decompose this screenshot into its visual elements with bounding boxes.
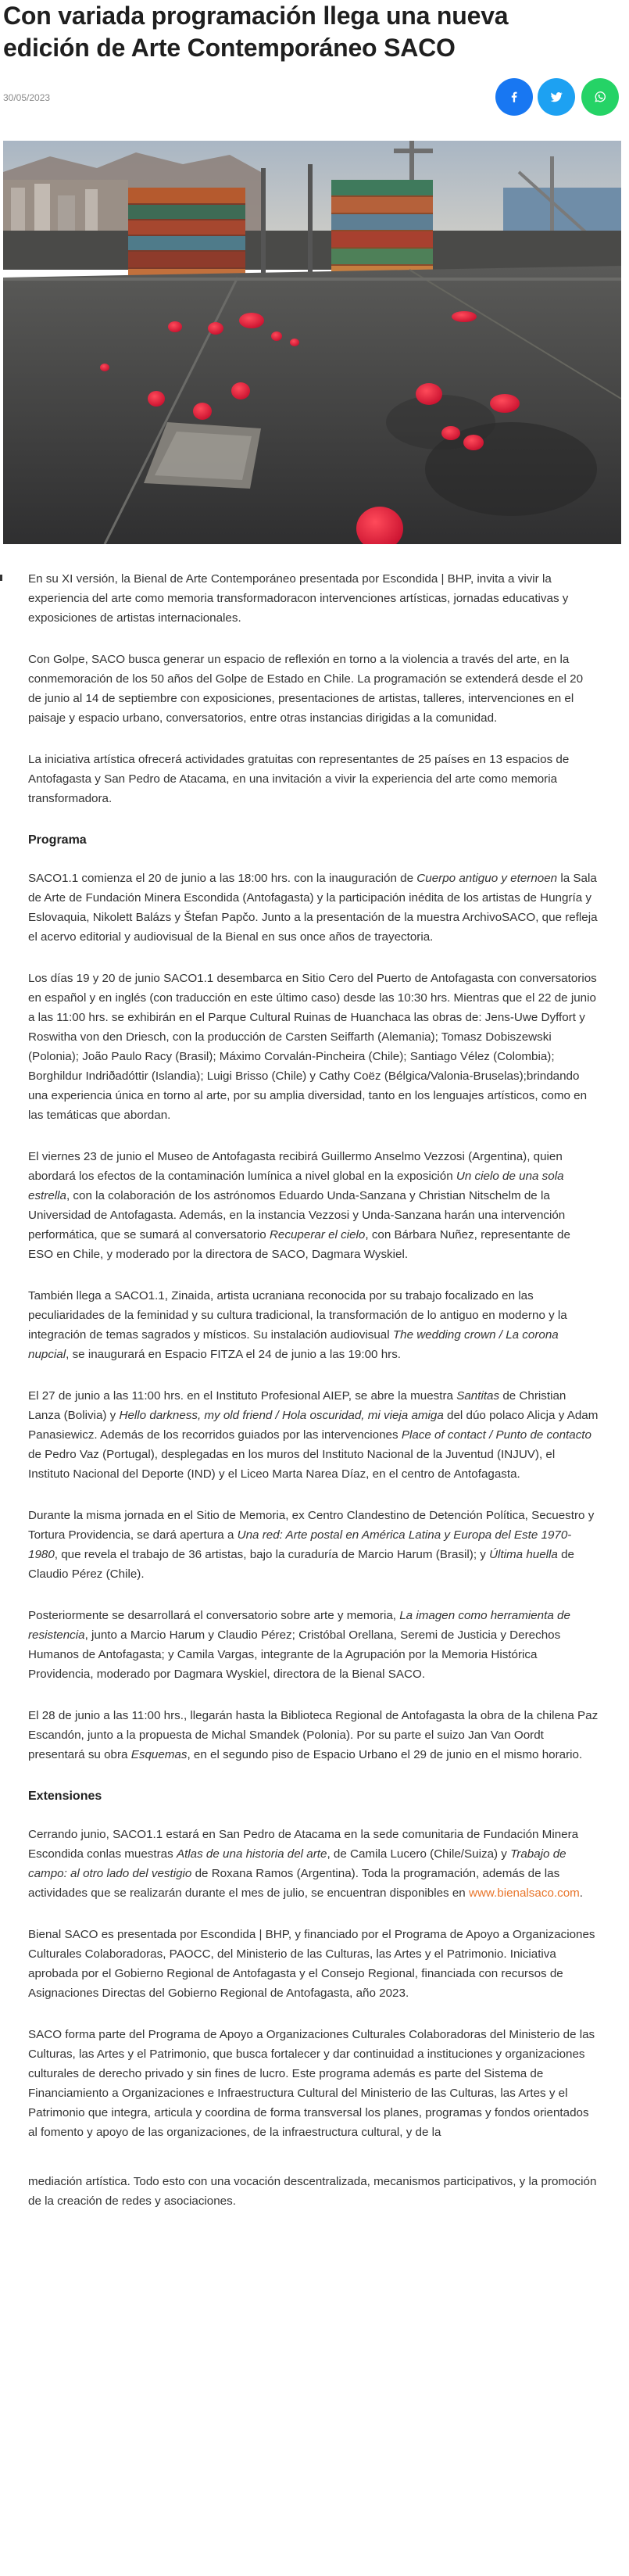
paragraph-7 [28,1286,599,1364]
p9-text-b: , que revela el trabajo de 36 artistas, bajo la curaduría de Marcio Harum (Brasil); y [54,1548,490,1561]
paragraph-8 [28,1386,599,1484]
p8-text-c: del dúo polaco Alicja y Adam Panasiewicz. Además de los recorridos guiados por las intervenciones [28,1409,599,1442]
p10-text-b: , junto a Marcio Harum y Claudio Pérez; Cristóbal Orellana, Seremi de Justicia y Derechos Humanos de Antofagasta; y Camila Vargas, integrante de la Agrupación por la Memoria Histórica Providencia, moderado por Dagmara Wyskiel, directora de la Bienal SACO. [28,1628,561,1681]
p7-text-a: También llega a SACO1.1, Zinaida, artista ucraniana reconocida por su trabajo focalizado en las peculiaridades de la feminidad y su cultura tradicional, la transformación de lo antiguo en moderno y la integración de temas sagrados y místicos. Su instalación audiovisual [28,1289,567,1342]
article-title: Con variada programación llega una nueva edición de Arte Contemporáneo SACO [3,2,509,62]
paragraph-10 [28,1606,599,1684]
p8-text-b: de Christian Lanza (Bolivia) y [28,1389,566,1422]
p4-text-a: SACO1.1 comienza el 20 de junio a las 18:00 hrs. con la inauguración de [28,872,417,885]
p7-work-title: The wedding crown / La corona nupcial [28,1328,559,1361]
p6-text-b: , con la colaboración de los astrónomos Eduardo Unda-Sanzana y Christian Nitschelm de la Universidad de Antofagasta. Además, en la instancia Vezzosi y Unda-Sanzana harán una intervención performática, que se sumará al conversatorio [28,1189,566,1241]
p4-work-title: Cuerpo antiguo y eternoen [416,872,558,885]
p11-text-a: El 28 de junio a las 11:00 hrs., llegarán hasta la Biblioteca Regional de Antofagasta la obra de la chilena Paz Escandón, junto a la propuesta de Michal Smandek (Polonia). Por su parte el suizo Jan Van Oordt presentará su obra [28,1709,599,1761]
port-installation-photo [3,141,621,544]
paragraph-6 [28,1147,599,1264]
facebook-icon [507,90,521,104]
paragraph-11 [28,1706,599,1765]
p9-text-a: Durante la misma jornada en el Sitio de Memoria, ex Centro Clandestino de Detención Política, Secuestro y Tortura Providencia, se dará apertura a [28,1509,595,1542]
paragraph-2: Con Golpe, SACO busca generar un espacio de reflexión en torno a la violencia a través del arte, en la conmemoración de los 50 años del Golpe de Estado en Chile. La programación se extenderá desde el 20 de junio al 14 de septiembre con exposiciones, presentaciones de artistas, talleres, intervenciones en el paisaje y espacio urbano, conversatorios, entre otras instancias dirigidas a la comunidad. [28,653,584,725]
paragraph-4 [28,869,599,947]
p6-work-title-2: Recuperar el cielo [269,1228,366,1241]
p6-text-a: El viernes 23 de junio el Museo de Antofagasta recibirá Guillermo Anselmo Vezzosi (Argentina), quien abordará los efectos de la contaminación lumínica a nivel global en la exposición [28,1150,563,1183]
paragraph-9 [28,1506,599,1584]
heading-extensiones: Extensiones [28,1790,102,1803]
p9-work-title-2: Última huella [489,1548,558,1561]
bienalsaco-link[interactable]: www.bienalsaco.com [468,1886,580,1900]
p6-text-c: , con Bárbara Nuñez, representante de ESO en Chile, y moderado por la directora de SACO, Dagmara Wyskiel. [28,1228,570,1261]
paragraph-15: mediación artística. Todo esto con una vocación descentralizada, mecanismos participativos, y la promoción de la creación de redes y asociaciones. [28,2175,597,2208]
paragraph-3: La iniciativa artística ofrecerá actividades gratuitas con representantes de 25 países en 13 espacios de Antofagasta y San Pedro de Atacama, en una invitación a vivir la experiencia del arte como memoria transformadora. [28,753,570,805]
p8-text-d: de Pedro Vaz (Portugal), desplegadas en los muros del Instituto Nacional de la Juventud (INJUV), el Instituto Nacional del Deporte (IND) y el Liceo Marta Narea Díaz, en el centro de Antofagasta. [28,1448,556,1481]
p6-work-title-1: Un cielo de una sola estrella [28,1170,564,1202]
paragraph-14: SACO forma parte del Programa de Apoyo a Organizaciones Culturales Colaboradoras del Ministerio de las Culturas, las Artes y el Patrimonio, que busca fortalecer y dar continuidad a instituciones y organizaciones culturales de derecho privado y sin fines de lucro. Este programa además es parte del Sistema de Financiamiento a Organizaciones e Infraestructura Cultural del Ministerio de las Culturas, las Artes y el Patrimonio que integra, articula y coordina de forma transversal los planes, programas y fondos orientados al fomento y apoyo de las organizaciones, de la infraestructura cultural, y de la [28,2028,595,2139]
share-whatsapp-button[interactable] [581,78,619,116]
paragraph-1: En su XI versión, la Bienal de Arte Contemporáneo presentada por Escondida | BHP, invita a vivir la experiencia del arte como memoria transformadoracon intervenciones artísticas, jornadas educativas y exposiciones de artistas internacionales. [28,572,569,625]
p11-text-b: , en el segundo piso de Espacio Urbano el 29 de junio en el mismo horario. [187,1748,583,1761]
p9-text-c: de Claudio Pérez (Chile). [28,1548,575,1581]
p11-work-title: Esquemas [130,1748,188,1761]
p4-text-b: la Sala de Arte de Fundación Minera Escondida (Antofagasta) y la participación inédita de los artistas de Hungría y Eslovaquia, Nikolett Balázs y Štefan Papčo. Junto a la presentación de la muestra ArchivoSACO, que refleja el acervo editorial y audiovisual de la Bienal en sus once años de trayectoria. [28,872,598,944]
p12-text-d: . [579,1886,584,1900]
twitter-icon [549,90,563,104]
p9-work-title-1: Una red: Arte postal en América Latina y Europa del Este 1970-1980 [28,1528,572,1561]
article-photo [3,141,621,544]
article-body [28,569,599,2233]
p7-text-b: , se inaugurará en Espacio FITZA el 24 de junio a las 19:00 hrs. [66,1348,402,1361]
p12-text-c: de Roxana Ramos (Argentina). Toda la programación, además de las actividades que se realizarán durante el mes de julio, se encuentran disponibles en [28,1867,560,1900]
p8-work-title-1: Santitas [456,1389,500,1403]
p8-text-a: El 27 de junio a las 11:00 hrs. en el Instituto Profesional AIEP, se abre la muestra [28,1389,457,1403]
share-facebook-button[interactable] [495,78,533,116]
heading-programa: Programa [28,833,87,847]
text-marker [0,575,2,581]
p12-work-title-1: Atlas de una historia del arte [176,1847,327,1861]
p12-text-a: Cerrando junio, SACO1.1 estará en San Pedro de Atacama en la sede comunitaria de Fundación Minera Escondida conlas muestras [28,1828,579,1861]
p8-work-title-2: Hello darkness, my old friend / Hola oscuridad, mi vieja amiga [119,1409,444,1422]
paragraph-12 [28,1825,599,1903]
p10-text-a: Posteriormente se desarrollará el conversatorio sobre arte y memoria, [28,1609,400,1622]
p8-work-title-3: Place of contact / Punto de contacto [401,1428,591,1442]
paragraph-5: Los días 19 y 20 de junio SACO1.1 desembarca en Sitio Cero del Puerto de Antofagasta con conversatorios en español y en inglés (con traducción en este último caso) desde las 10:30 hrs. Mientras que el 22 de junio a las 11:00 hrs. se exhibirán en el Parque Cultural Ruinas de Huanchaca las obras de: Jens-Uwe Dyffort y Roswitha von den Driesch, con la producción de Carsten Seiffarth (Alemania); Tomasz Dobiszewski (Polonia); João Paulo Racy (Brasil); Máximo Corvalán-Pincheira (Chile); Santiago Vélez (Colombia); Borghildur Indriðadóttir (Islandia); Luigi Brisso (Chile) y Cathy Coëz (Bélgica/Valonia-Bruselas);brindando una experiencia única en torno al arte, por su amplia diversidad, tanto en los lenguajes artísticos, como en las temáticas que abordan. [28,972,597,1122]
p12-text-b: , de Camila Lucero (Chile/Suiza) y [327,1847,511,1861]
paragraph-13: Bienal SACO es presentada por Escondida | BHP, y financiado por el Programa de Apoyo a Organizaciones Culturales Colaboradoras, PAOCC, del Ministerio de las Culturas, las Artes y el Patrimonio. Iniciativa aprobada por el Gobierno Regional de Antofagasta y el Consejo Regional, financiada con recursos de Asignaciones Directas del Gobierno Regional de Antofagasta, año 2023. [28,1928,595,2000]
p10-work-title: La imagen como herramienta de resistencia [28,1609,570,1642]
p12-work-title-2: Trabajo de campo: al otro lado del vestigio [28,1847,566,1880]
whatsapp-icon [593,90,607,104]
share-twitter-button[interactable] [538,78,575,116]
article-date: 30/05/2023 [3,92,51,103]
